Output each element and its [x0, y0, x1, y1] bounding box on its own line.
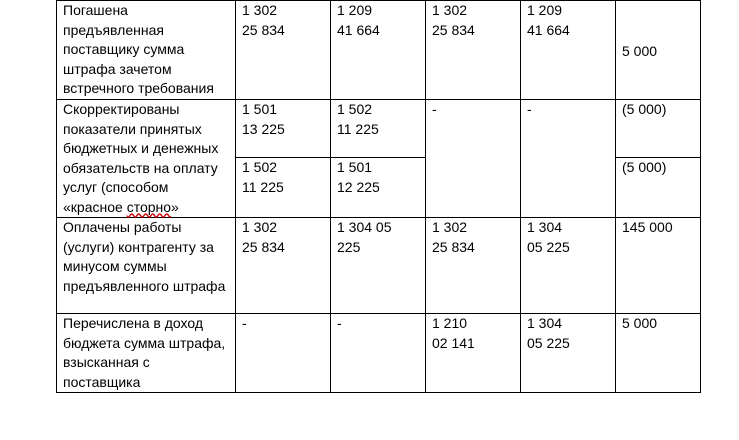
account-code: 25 834 [242, 21, 285, 38]
account-code: 1 210 [432, 315, 468, 331]
account-code: 11 225 [242, 178, 284, 195]
amount-cell: (5 000) [616, 100, 701, 158]
account-code: 25 834 [242, 238, 285, 255]
credit-account-cell: - [331, 314, 426, 393]
credit-account-cell: - [521, 100, 616, 218]
debit-account-cell: - [236, 314, 331, 393]
account-code: 05 225 [527, 334, 570, 351]
account-code: 41 664 [337, 21, 380, 38]
credit-account-cell [331, 158, 426, 218]
debit-account-cell [426, 314, 521, 393]
account-code: 1 502 [242, 159, 278, 176]
account-code: 1 302 [242, 2, 278, 18]
account-code: 25 834 [432, 21, 475, 38]
spellcheck-underlined-word: сторно [126, 198, 172, 215]
debit-account-cell [426, 1, 521, 100]
credit-account-cell [331, 100, 426, 158]
debit-account-cell [426, 218, 521, 314]
amount-cell: 5 000 [616, 1, 701, 100]
operation-description: Погашена предъявленная поставщику сумма штрафа зачетом встречного требования [57, 1, 236, 100]
debit-account-cell [236, 218, 331, 314]
account-code: 05 225 [527, 238, 570, 255]
account-code: 1 304 [527, 219, 563, 235]
amount-cell: 5 000 [616, 314, 701, 393]
account-code: 1 304 [527, 315, 563, 331]
account-code: 12 225 [337, 178, 380, 195]
debit-account-cell [236, 100, 331, 158]
credit-account-cell [331, 218, 426, 314]
account-code: 1 209 [527, 2, 563, 18]
account-code: 25 834 [432, 238, 475, 255]
account-code: 1 502 [337, 101, 373, 117]
credit-account-cell [521, 314, 616, 393]
account-code: 1 501 [242, 101, 278, 117]
account-code: 02 141 [432, 334, 475, 351]
operation-description: Оплачены работы (услуги) контрагенту за минусом суммы предъявленного штрафа [57, 218, 236, 314]
account-code: 225 [337, 238, 361, 255]
amount-cell: (5 000) [616, 158, 701, 218]
credit-account-cell [521, 1, 616, 100]
account-code: 1 304 05 [337, 219, 392, 235]
debit-account-cell: - [426, 100, 521, 218]
table-row [57, 1, 701, 100]
operation-description: Перечислена в доход бюджета сумма штрафа, взысканная с поставщика [57, 314, 236, 393]
accounting-entries-table [56, 0, 701, 393]
table-row [57, 100, 701, 158]
account-code: 1 302 [432, 219, 468, 235]
credit-account-cell [521, 218, 616, 314]
table-row [57, 314, 701, 393]
account-code: 11 225 [337, 120, 379, 137]
account-code: 1 209 [337, 2, 373, 18]
table-row [57, 218, 701, 314]
operation-description: Скорректированы показатели принятых бюджетных и денежных обязательств на оплату услуг (способом «красное сторно» [57, 100, 236, 218]
account-code: 13 225 [242, 120, 285, 137]
account-code: 41 664 [527, 21, 570, 38]
debit-account-cell [236, 1, 331, 100]
account-code: 1 501 [337, 159, 373, 176]
amount-cell: 145 000 [616, 218, 701, 314]
account-code: 1 302 [242, 219, 278, 235]
credit-account-cell [331, 1, 426, 100]
debit-account-cell [236, 158, 331, 218]
account-code: 1 302 [432, 2, 468, 18]
